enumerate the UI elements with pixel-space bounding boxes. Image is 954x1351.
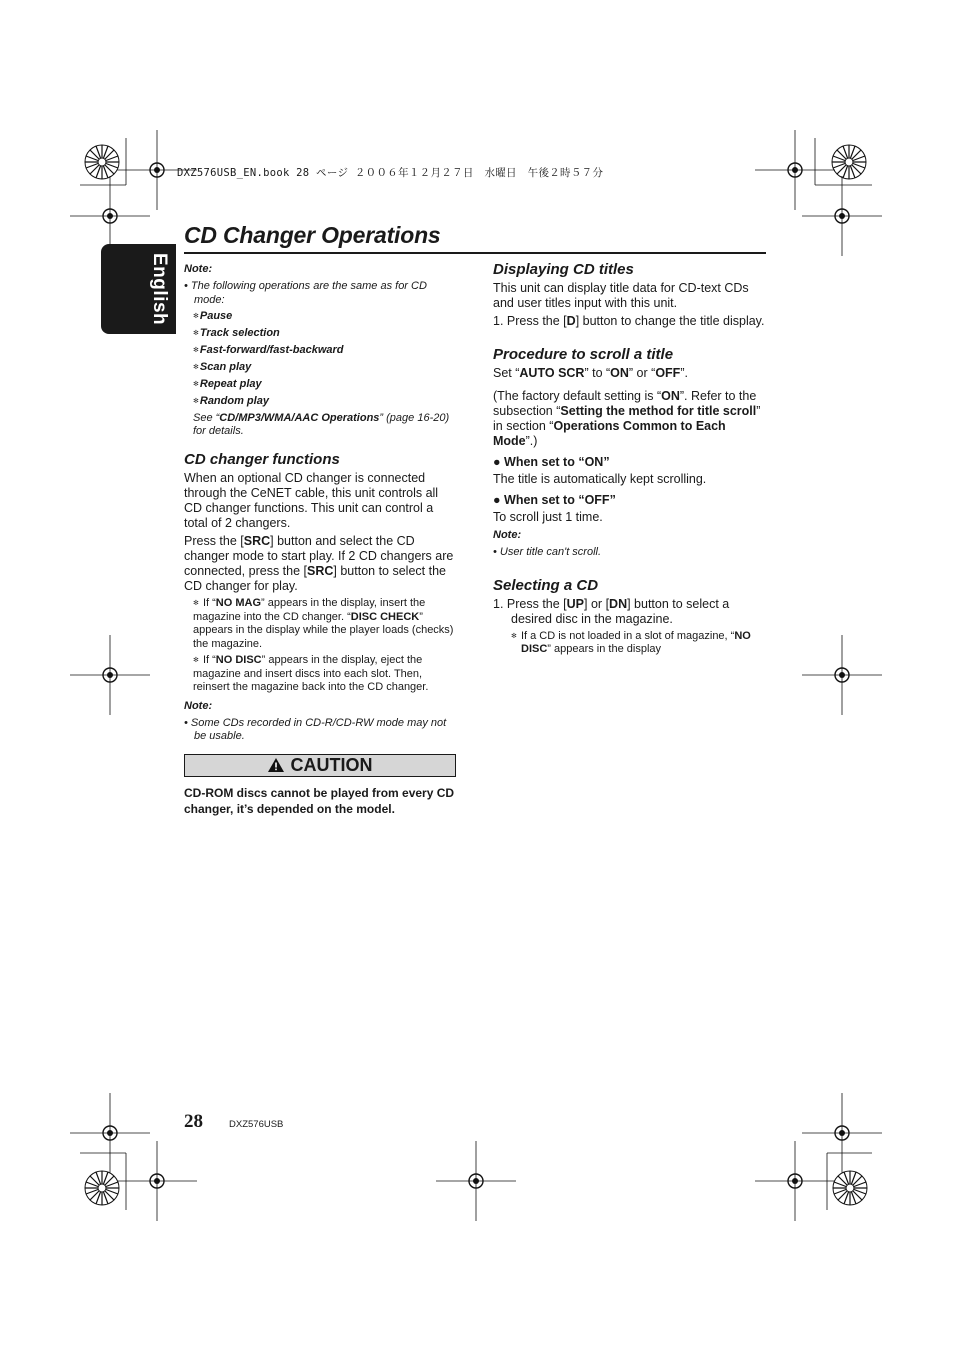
right-column [493, 262, 768, 660]
section-heading-functions: CD changer functions [184, 451, 340, 468]
functions-paragraph: When an optional CD changer is connected through the CeNET cable, this unit controls all CD changer functions. This unit can control a total of 2 changers. [184, 471, 439, 530]
display-paragraph: This unit can display title data for CD-text CDs and user titles input with this unit. [493, 281, 749, 310]
op-item: ✻Track selection [193, 327, 280, 339]
op-item: ✻Fast-forward/fast-backward [193, 344, 344, 356]
factory-default: (The factory default setting is “ON”. Refer to the subsection “Setting the method for title scroll” in section “Operations Common to Each Mode”.) [493, 389, 761, 448]
section-heading-select: Selecting a CD [493, 576, 599, 594]
left-column [184, 262, 456, 817]
op-item: ✻Pause [193, 310, 233, 322]
caution-text: CD-ROM discs cannot be played from every CD changer, it’s depended on the model. [184, 785, 455, 816]
page-title: CD Changer Operations [184, 222, 441, 248]
op-item: ✻Scan play [193, 361, 252, 373]
page-number: 28 [184, 1111, 203, 1132]
cdr-note: • Some CDs recorded in CD-R/CD-RW mode may not be usable. [184, 716, 447, 742]
model-name: DXZ576USB [229, 1119, 284, 1130]
caution-banner [184, 754, 456, 777]
select-note: ✻ If a CD is not loaded in a slot of magazine, “NO DISC” appears in the display [511, 629, 751, 655]
on-heading: ● When set to “ON” [493, 455, 610, 469]
display-step: 1. Press the [D] button to change the title display. [493, 314, 765, 328]
warning-icon [267, 757, 285, 773]
note-label: Note: [184, 699, 213, 712]
see-reference: See “CD/MP3/WMA/AAC Operations” (page 16-20) for details. [193, 412, 450, 437]
src-paragraph: Press the [SRC] button and select the CD changer mode to start play. If 2 CD changers are connected, press the [SRC] button to select the CD changer for play. [184, 534, 454, 593]
no-mag-note: ✻ If “NO MAG” appears in the display, insert the magazine into the CD changer. “DISC CHECK” appears in the display while the player loads (checks) the magazine. [193, 597, 454, 650]
note-label: Note: [493, 529, 522, 541]
off-text: To scroll just 1 time. [493, 510, 603, 524]
note-intro: • The following operations are the same as for CD mode: [184, 280, 427, 306]
off-heading: ● When set to “OFF” [493, 493, 616, 507]
op-item: ✻Repeat play [193, 378, 262, 390]
op-item: ✻Random play [193, 395, 269, 407]
select-step: 1. Press the [UP] or [DN] button to select a desired disc in the magazine. [493, 596, 730, 626]
on-text: The title is automatically kept scrolling. [493, 472, 707, 486]
section-heading-scroll: Procedure to scroll a title [493, 346, 674, 363]
no-disc-note: ✻ If “NO DISC” appears in the display, eject the magazine and insert discs into each slot. Then, reinsert the magazine back into the CD changer. [193, 654, 429, 693]
caution-label: CAUTION [290, 754, 373, 775]
section-heading-display: Displaying CD titles [493, 261, 634, 278]
scroll-note: • User title can't scroll. [493, 546, 602, 558]
title-divider [184, 252, 766, 254]
language-tab-label: English [149, 253, 170, 326]
note-label: Note: [184, 263, 213, 275]
scroll-set: Set “AUTO SCR” to “ON” or “OFF”. [493, 366, 688, 380]
file-info-header: DXZ576USB_EN.book 28 ページ ２００６年１２月２７日 水曜日 午後２時５７分 [177, 167, 604, 179]
